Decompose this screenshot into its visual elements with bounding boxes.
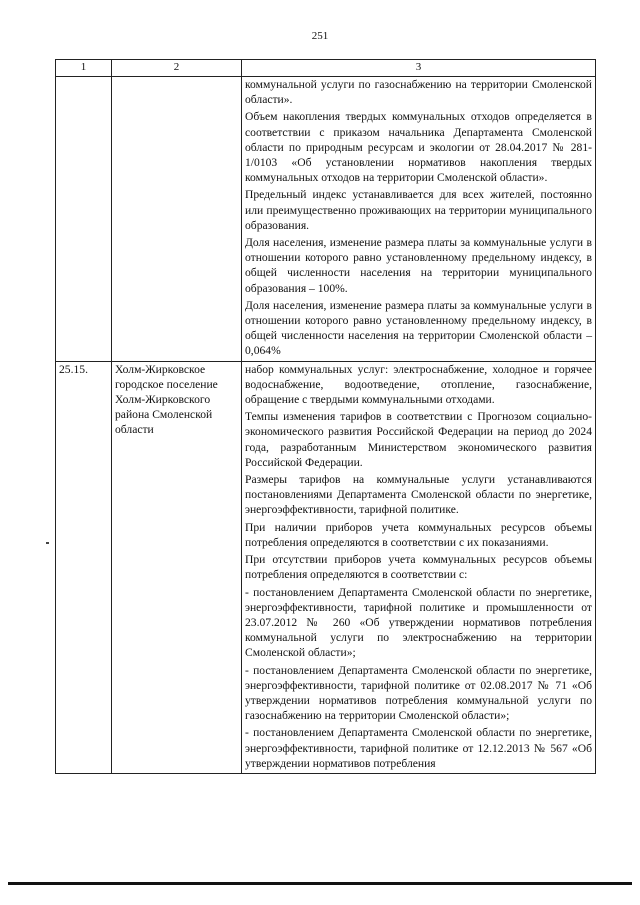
paragraph: Предельный индекс устанавливается для всех жителей, постоянно или преимущественно проживающих на территории муниципального образования. (245, 188, 592, 232)
header-col-3: 3 (242, 60, 596, 77)
paragraph: При отсутствии приборов учета коммунальных ресурсов объемы потребления определяются в соответствии с: (245, 553, 592, 582)
table-row-continued (56, 77, 596, 362)
header-col-2: 2 (112, 60, 242, 77)
header-col-1: 1 (56, 60, 112, 77)
document-table (55, 59, 596, 774)
paragraph: Объем накопления твердых коммунальных отходов определяется в соответствии с приказом начальника Департамента Смоленской области по природным ресурсам и экологии от 28.04.2017 № 281-1/0103 «Об установлении нормативов накопления твердых коммунальных отходов на территории Смоленской области». (245, 110, 592, 185)
cell-description (242, 361, 596, 773)
paragraph: - постановлением Департамента Смоленской области по энергетике, энергоэффективности, тарифной политике от 12.12.2013 № 567 «Об утверждении нормативов потребления (245, 726, 592, 770)
row-number: 25.15. (56, 361, 112, 773)
paragraph: набор коммунальных услуг: электроснабжение, холодное и горячее водоснабжение, водоотведение, отопление, газоснабжение, обращение с твердыми коммунальными отходами. (245, 362, 592, 407)
footer-rule (8, 882, 632, 885)
paragraph: коммунальной услуги по газоснабжению на территории Смоленской области». (245, 78, 592, 107)
paragraph: Доля населения, изменение размера платы за коммунальные услуги в отношении которого равно установленному предельному индексу, в общей численности населения на территории Смоленской области – 0,064% (245, 298, 592, 358)
paragraph: Темпы изменения тарифов в соответствии с Прогнозом социально-экономического развития Российской Федерации на период до 2024 года, разработанным Министерством экономического развития Российской Федерации. (245, 410, 592, 469)
margin-mark (46, 542, 49, 544)
cell-locality-empty (112, 77, 242, 362)
paragraph: При наличии приборов учета коммунальных ресурсов объемы потребления определяются в соответствии с их показаниями. (245, 520, 592, 549)
table-row-25-15 (56, 361, 596, 773)
table-header-row (56, 60, 596, 77)
paragraph: Доля населения, изменение размера платы за коммунальные услуги в отношении которого равно установленному предельному индексу, в общей численности населения на территории муниципального образования – 100%. (245, 236, 592, 295)
row-locality: Холм-Жирковское городское поселение Холм-Жирковского района Смоленской области (112, 361, 242, 773)
page-number: 251 (311, 30, 329, 42)
paragraph: Размеры тарифов на коммунальные услуги устанавливаются постановлениями Департамента Смоленской области по энергетике, энергоэффективности, тарифной политике. (245, 473, 592, 517)
paragraph: - постановлением Департамента Смоленской области по энергетике, энергоэффективности, тарифной политике от 02.08.2017 № 71 «Об утверждении нормативов потребления коммунальной услуги по газоснабжению на территории Смоленской области»; (245, 663, 592, 723)
paragraph: - постановлением Департамента Смоленской области по энергетике, энергоэффективности, тарифной политике и промышленности от 23.07.2012 № 260 «Об утверждении нормативов потребления коммунальной услуги по электроснабжению на территории Смоленской области»; (245, 585, 592, 660)
cell-description (242, 77, 596, 362)
cell-number-empty (56, 77, 112, 362)
